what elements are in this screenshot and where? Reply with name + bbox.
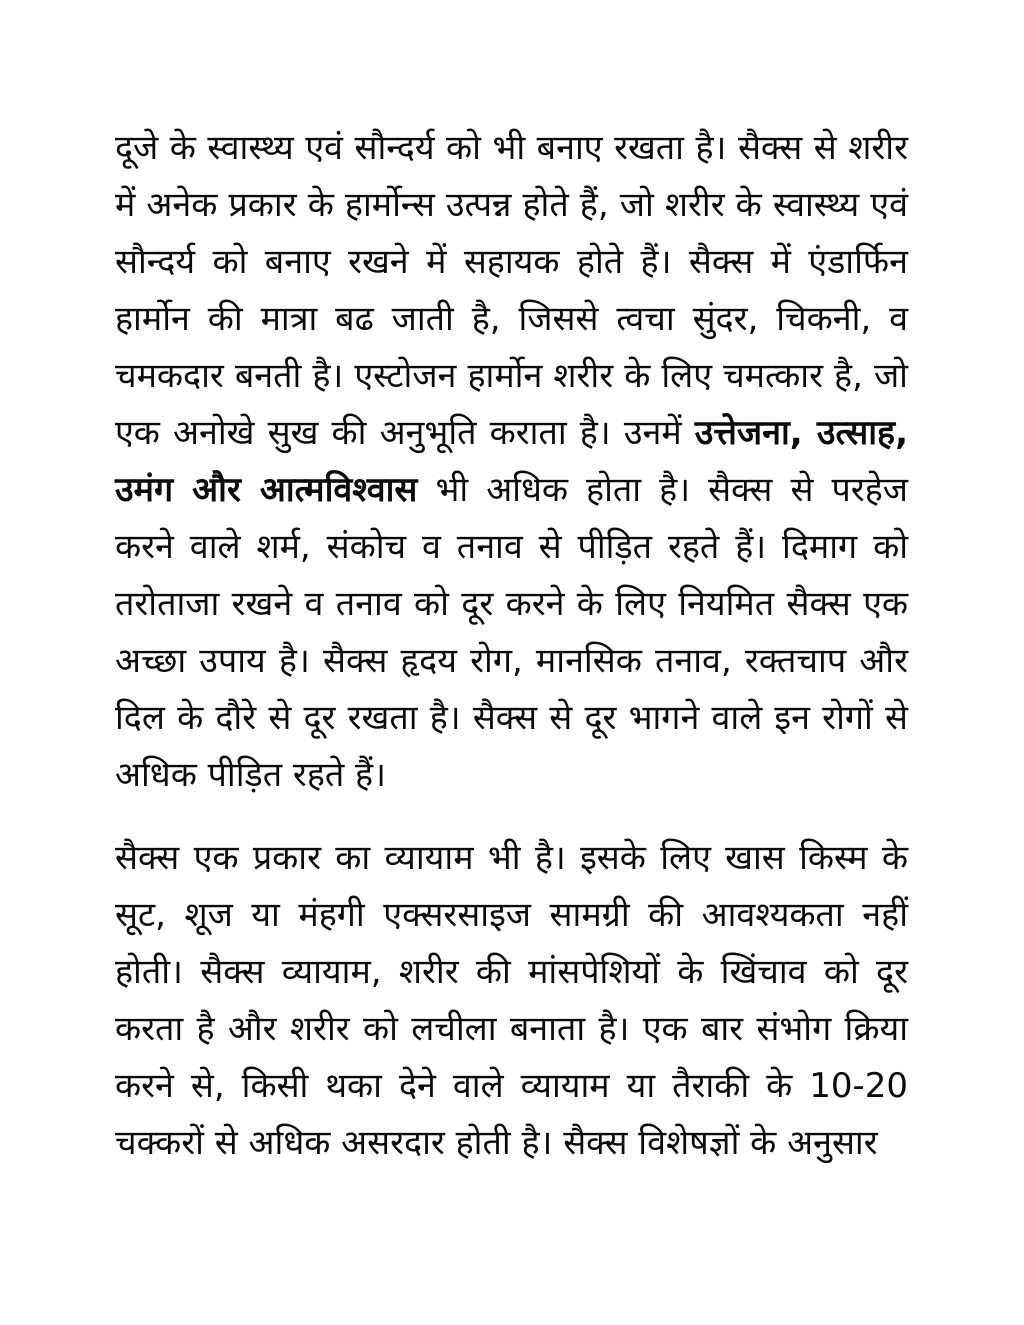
paragraph-1 <box>115 120 908 804</box>
bold-text-segment: उत्तेजना, उत्साह, उमंग और आत्मविश्वास <box>115 413 908 510</box>
body-text <box>115 120 908 1172</box>
paragraph-2 <box>115 830 908 1172</box>
text-segment: भी अधिक होता है। सैक्स से परहेज करने वाले शर्म, संकोच व तनाव से पीड़ित रहते हैं। दिमाग को तरोताजा रखने व तनाव को दूर करने के लिए नियमित सैक्स एक अच्छा उपाय है। सैक्स हृदय रोग, मानसिक तनाव, रक्तचाप और दिल के दौरे से दूर रखता है। सैक्स से दूर भागने वाले इन रोगों से अधिक पीड़ित रहते हैं। <box>115 470 908 795</box>
text-segment: दूजे के स्वास्थ्य एवं सौन्दर्य को भी बनाए रखता है। सैक्स से शरीर में अनेक प्रकार के हार्मोन्स उत्पन्न होते हैं, जो शरीर के स्वास्थ्य एवं सौन्दर्य को बनाए रखने में सहायक होते हैं। सैक्स में एंडार्फिन हार्मोन की मात्रा बढ जाती है, जिससे त्वचा सुंदर, चिकनी, व चमकदार बनती है। एस्टोजन हार्मोन शरीर के लिए चमत्कार है, जो एक अनोखे सुख की अनुभूति कराता है। उनमें <box>115 128 908 453</box>
text-segment: सैक्स एक प्रकार का व्यायाम भी है। इसके लिए खास किस्म के सूट, शूज या मंहगी एक्सरसाइज सामग्री की आवश्यकता नहीं होती। सैक्स व्यायाम, शरीर की मांसपेशियों के खिंचाव को दूर करता है और शरीर को लचीला बनाता है। एक बार संभोग क्रिया करने से, किसी थका देने वाले व्यायाम या तैराकी के 10-20 चक्करों से अधिक असरदार होती है। सैक्स विशेषज्ञों के अनुसार <box>115 838 908 1163</box>
